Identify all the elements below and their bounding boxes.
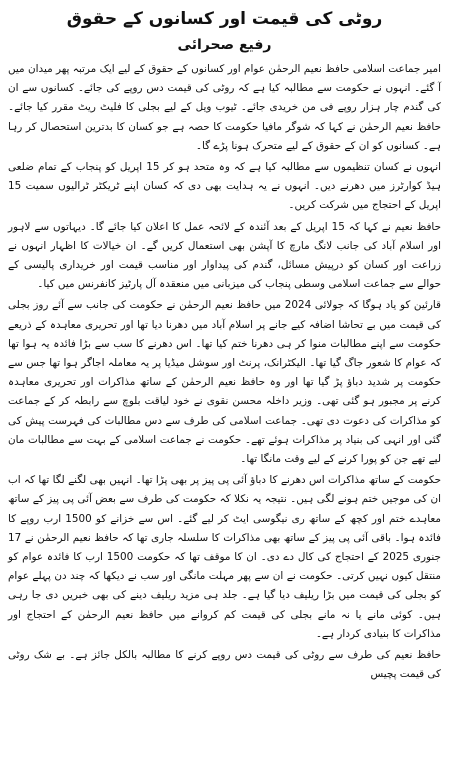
article-paragraph: قارئین کو یاد ہوگا کہ جولائی 2024 میں حافظ نعیم الرحمٰن نے حکومت کی جانب سے آئے روز بجلی کی قیمت میں بے تحاشا اضافہ کیے جانے پر اسلام آباد میں دھرنا دیا تھا اور تحریری معاہدہ کے ذریعے حکومت سے اپنے مطالبات منوا کر ہی دھرنا ختم کیا تھا۔ اس دھرنے کا سب سے بڑا فائدہ یہ ہوا تھا کہ عوام کا شعور جاگ گیا تھا۔ الیکٹرانک، پرنٹ اور سوشل میڈیا پر یہ معاملہ اجاگر ہوا تھا جس سے حکومت پر شدید دباؤ پڑ گیا تھا اور وہ حافظ نعیم الرحمٰن کے ساتھ مذاکرات اور تحریری معاہدہ کرنے پر مجبور ہو گئی تھی۔ وزیر داخلہ محسن نقوی نے خود لیاقت بلوچ سے رابطہ کر کے جماعت کو مذاکرات کی دعوت دی تھی۔ جماعت اسلامی کی طرف سے دس مطالبات کی فہرست پیش کی گئی اور انہی کی بنیاد پر مذاکرات ہوئے تھے۔ حکومت نے جماعت اسلامی کے بہت سے مطالبات مان لیے تھے جن کو پورا کرنے کے لیے وقت مانگا تھا۔ <box>8 299 441 466</box>
article-paragraph: حافظ نعیم کی طرف سے روٹی کی قیمت دس روپے کرنے کا مطالبہ بالکل جائز ہے۔ بے شک روٹی کی قیمت پچیس <box>8 649 441 681</box>
article-paragraph: انہوں نے کسان تنظیموں سے مطالبہ کیا ہے کہ وہ متحد ہو کر 15 اپریل کو پنجاب کے تمام ضلعی ہیڈ کوارٹرز میں دھرنے دیں۔ انہوں نے یہ ہدایت بھی دی کہ کسان اپنے ٹریکٹر ٹرالیوں سمیت 15 اپریل کے احتجاج میں شرکت کریں۔ <box>8 161 441 212</box>
article-body <box>8 60 441 685</box>
article-headline: روٹی کی قیمت اور کسانوں کے حقوق <box>66 9 383 29</box>
article-paragraph: امیر جماعت اسلامی حافظ نعیم الرحمٰن عوام اور کسانوں کے حقوق کے لیے ایک مرتبہ پھر میدان میں آ گئے۔ انہوں نے حکومت سے مطالبہ کیا ہے کہ روٹی کی قیمت دس روپے کی جائے۔ کسانوں سے ان کی گندم چار ہزار روپے فی من خریدی جائے۔ ٹیوب ویل کے لیے بجلی کا فلیٹ ریٹ مقرر کیا جائے۔ حافظ نعیم الرحمٰن نے کہا کہ شوگر مافیا حکومت کا حصہ ہے جو کسان کا بدترین استحصال کر رہا ہے۔ کسانوں کو ان کے حقوق کے لیے متحرک ہونا پڑے گا۔ <box>8 63 441 152</box>
article-paragraph: حافظ نعیم نے کہا کہ 15 اپریل کے بعد آئندہ کے لائحہ عمل کا اعلان کیا جائے گا۔ دیہاتوں سے لاہور اور اسلام آباد کی جانب لانگ مارچ کا آپشن بھی استعمال کریں گے۔ ان خیالات کا اظہار انہوں نے زراعت اور کسان کو درپیش مسائل، گندم کی پیداوار اور مناسب قیمت اور خریداری پالیسی کے حوالے سے جماعت اسلامی وسطی پنجاب کی میزبانی میں منعقدہ آل پارٹیز کانفرنس میں کیا۔ <box>8 220 442 291</box>
article-paragraph: حکومت کے ساتھ مذاکرات اس دھرنے کا دباؤ آئی پی پیز پر بھی پڑا تھا۔ انہیں بھی لگنے لگا تھا کہ اب ان کی موجیں ختم ہونے لگی ہیں۔ نتیجہ یہ نکلا کہ حکومت کی طرف سے بعض آئی پی پیز کے ساتھ معاہدے ختم اور کچھ کے ساتھ ری نیگوسی ایٹ کر لیے گئے۔ اس سے خزانے کو 1500 ارب روپے کا فائدہ ہوا۔ باقی آئی پی پیز کے ساتھ بھی مذاکرات کا سلسلہ جاری تھا کہ حافظ نعیم الرحمٰن نے 17 جنوری 2025 کے احتجاج کی کال دے دی۔ ان کا موقف تھا کہ حکومت 1500 ارب کا فائدہ عوام کو منتقل کیوں نہیں کرتی۔ حکومت نے ان سے پھر مہلت مانگی اور سب نے دیکھا کہ چند دن پہلے عوام کو بجلی کی قیمت میں بڑا ریلیف دیا گیا ہے۔ جلد ہی مزید ریلیف دینے کی بھی خبریں دی جا رہی ہیں۔ کوئی مانے یا نہ مانے بجلی کی قیمت کم کروانے میں حافظ نعیم الرحمٰن کے احتجاج اور مذاکرات کا بنیادی کردار ہے۔ <box>8 474 441 640</box>
article-author: رفیع صحرائی <box>177 37 272 53</box>
